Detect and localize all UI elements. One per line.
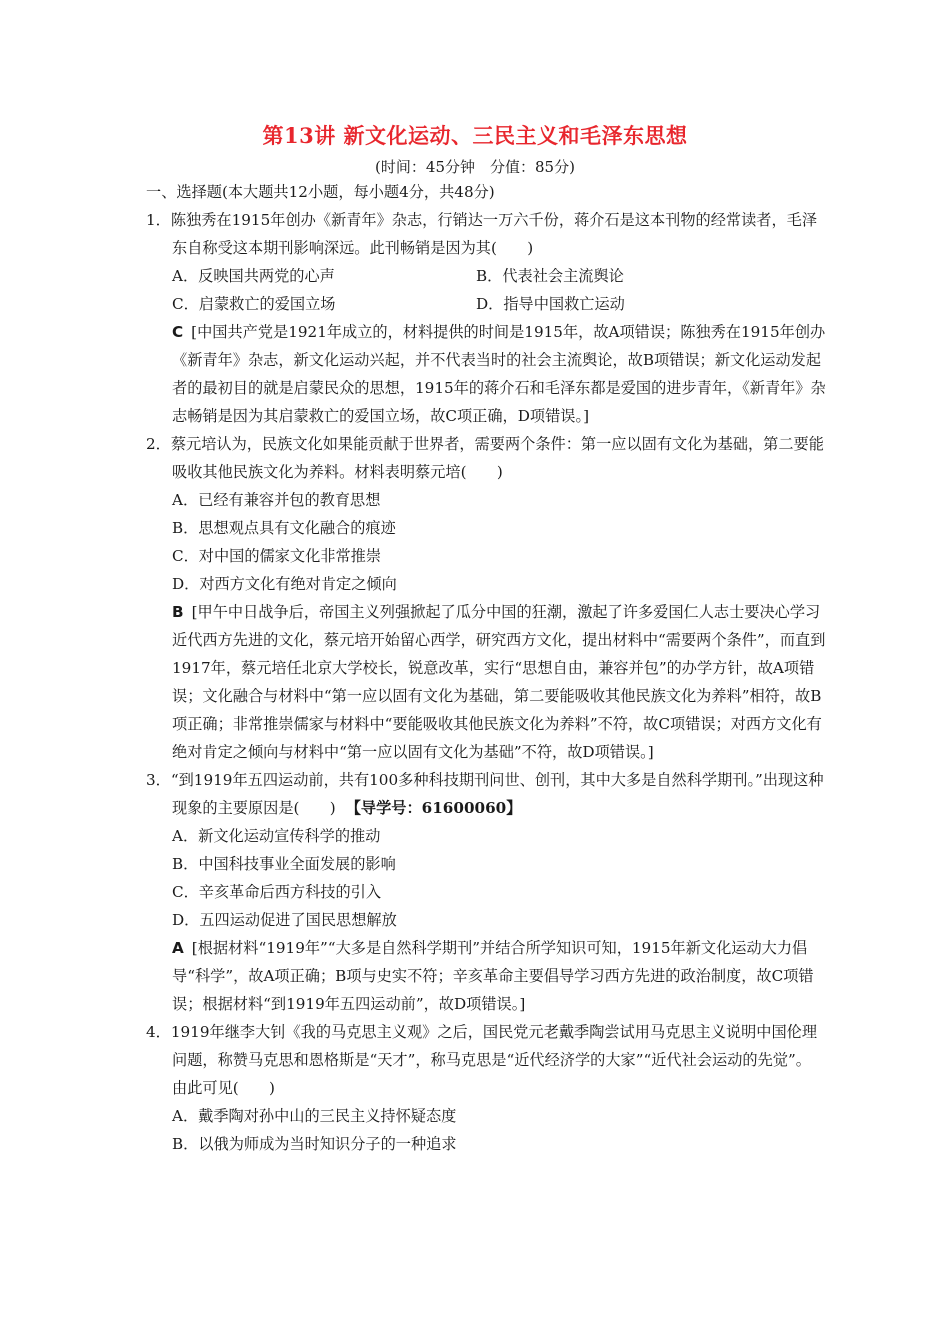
option-d: D．对西方文化有绝对肯定之倾向 xyxy=(172,575,397,593)
question-stem xyxy=(146,766,826,822)
answer-letter: B xyxy=(172,603,184,621)
option-a: A．已经有兼容并包的教育思想 xyxy=(172,491,381,509)
option-c: C．启蒙救亡的爱国立场 xyxy=(172,295,336,313)
option-d: D．五四运动促进了国民思想解放 xyxy=(172,911,397,929)
option-b: B．中国科技事业全面发展的影响 xyxy=(172,855,396,873)
answer-explanation xyxy=(146,934,826,1018)
option-c: C．对中国的儒家文化非常推崇 xyxy=(172,547,382,565)
options-row xyxy=(146,290,826,318)
answer-explanation xyxy=(146,598,826,766)
options-row xyxy=(146,262,826,290)
option-b: B．代表社会主流舆论 xyxy=(476,267,624,285)
question-4 xyxy=(146,1018,826,1158)
option-c: C．辛亥革命后西方科技的引入 xyxy=(172,883,382,901)
answer-letter: A xyxy=(172,939,184,957)
option-b: B．思想观点具有文化融合的痕迹 xyxy=(172,519,396,537)
explanation-text: [根据材料“1919年”“大多是自然科学期刊”并结合所学知识可知，1915年新文化运动大力倡导“科学”，故A项正确；B项与史实不符；辛亥革命主要倡导学习西方先进的政治制度，故C项错误；根据材料“到1919年五四运动前”，故D项错误。] xyxy=(172,939,814,1013)
answer-explanation xyxy=(146,318,826,430)
question-2 xyxy=(146,430,826,766)
page-subtitle: (时间：45分钟 分值：85分) xyxy=(375,158,575,176)
document-body xyxy=(146,178,826,1158)
question-3 xyxy=(146,766,826,1018)
reference-number: 【导学号：61600060】 xyxy=(345,799,522,817)
question-stem: 4．1919年继李大钊《我的马克思主义观》之后，国民党元老戴季陶尝试用马克思主义说明中国伦理问题，称赞马克思和恩格斯是“天才”，称马克思是“近代经济学的大家”“近代社会运动的先觉”。由此可见( ) xyxy=(146,1023,818,1097)
question-stem: 2．蔡元培认为，民族文化如果能贡献于世界者，需要两个条件：第一应以固有文化为基础，第二要能吸收其他民族文化为养料。材料表明蔡元培( ) xyxy=(146,435,824,481)
option-a: A．反映国共两党的心声 xyxy=(172,267,335,285)
option-a: A．新文化运动宣传科学的推动 xyxy=(172,827,381,845)
explanation-text: [中国共产党是1921年成立的，材料提供的时间是1915年，故A项错误；陈独秀在1915年创办《新青年》杂志，新文化运动兴起，并不代表当时的社会主流舆论，故B项错误；新文化运动发起者的最初目的就是启蒙民众的思想，1915年的蒋介石和毛泽东都是爱国的进步青年，《新青年》杂志畅销是因为其启蒙救亡的爱国立场，故C项正确，D项错误。] xyxy=(172,323,826,425)
option-a: A．戴季陶对孙中山的三民主义持怀疑态度 xyxy=(172,1107,457,1125)
explanation-text: [甲午中日战争后，帝国主义列强掀起了瓜分中国的狂潮，激起了许多爱国仁人志士要决心学习近代西方先进的文化，蔡元培开始留心西学，研究西方文化，提出材料中“需要两个条件”，而直到1917年，蔡元培任北京大学校长，锐意改革，实行“思想自由，兼容并包”的办学方针，故A项错误；文化融合与材料中“第一应以固有文化为基础，第二要能吸收其他民族文化为养料”相符，故B项正确；非常推崇儒家与材料中“要能吸收其他民族文化为养料”不符，故C项错误；对西方文化有绝对肯定之倾向与材料中“第一应以固有文化为基础”不符，故D项错误。] xyxy=(172,603,826,761)
option-d: D．指导中国救亡运动 xyxy=(476,295,625,313)
answer-letter: C xyxy=(172,323,184,341)
question-1 xyxy=(146,206,826,430)
stem-text: 3．“到1919年五四运动前，共有100多种科技期刊问世、创刊，其中大多是自然科学期刊。”出现这种现象的主要原因是( ) xyxy=(146,771,824,817)
section-heading: 一、选择题(本大题共12小题，每小题4分，共48分) xyxy=(146,183,495,201)
option-b: B．以俄为师成为当时知识分子的一种追求 xyxy=(172,1135,457,1153)
question-stem: 1．陈独秀在1915年创办《新青年》杂志，行销达一万六千份，蒋介石是这本刊物的经常读者，毛泽东自称受这本期刊影响深远。此刊畅销是因为其( ) xyxy=(146,211,818,257)
page-title: 第13讲 新文化运动、三民主义和毛泽东思想 xyxy=(262,123,688,148)
